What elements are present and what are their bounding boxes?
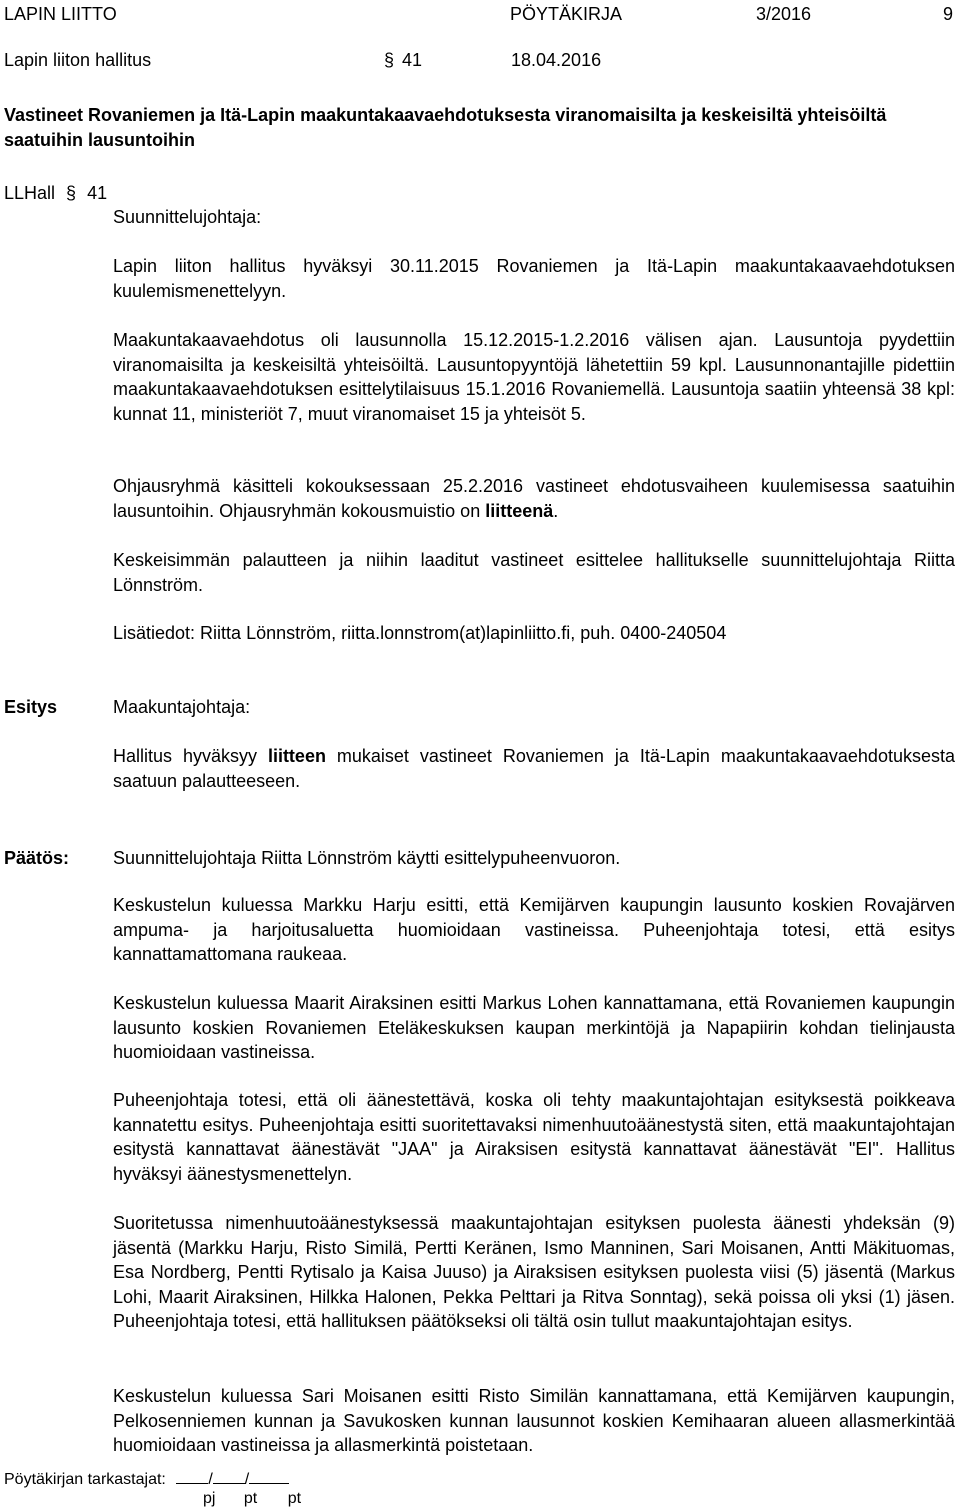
proposal-attachment-reference: liitteen — [267, 746, 326, 766]
paragraph-contact-info: Lisätiedot: Riitta Lönnström, riitta.lonnstrom(at)lapinliitto.fi, puh. 0400-240504 — [113, 623, 727, 643]
steering-group-end: . — [553, 500, 559, 521]
signature-separator: / — [244, 1471, 250, 1488]
paragraph-steering-group — [113, 474, 955, 523]
paragraph-consultation: Maakuntakaavaehdotus oli lausunnolla 15.12.2015-1.2.2016 välisen ajan. Lausuntoja pyydettiin viranomaisilta ja keskeisiltä yhteisöiltä. Lausuntopyyntöjä lähetettiin 59 kpl. Lausunnonantajille pidettiin maakuntakaavaehdotuksen esittelytilaisuus 15.1.2016 Rovaniemellä. Lausuntoja saatiin yhteensä 38 kpl: kunnat 11, ministeriöt 7, muut viranomaiset 15 ja yhteisöt 5. — [113, 330, 955, 424]
section-number: 41 — [402, 50, 423, 70]
document-type: PÖYTÄKIRJA — [510, 4, 623, 24]
proposal-label: Esitys — [4, 697, 58, 717]
item-code: LLHall — [4, 183, 56, 203]
section-symbol: § — [384, 50, 395, 70]
page-number: 9 — [943, 4, 954, 24]
proposal-text — [113, 744, 955, 793]
item-section-symbol: § — [66, 183, 77, 203]
decision-paragraph: Keskustelun kuluessa Maarit Airaksinen esitti Markus Lohen kannattamana, että Rovaniemen kaupungin lausunto koskien Rovaniemen Eteläkeskuksen kaupan merkintöjä ja Napapiirin kohdan tielinjausta huomioidaan vastineissa. — [113, 993, 955, 1062]
proposal-text-end: mukaiset vastineet Rovaniemen ja Itä-Lapin maakuntakaavaehdotuksesta saatuun palautteeseen. — [113, 746, 955, 791]
proposal-presenter: Maakuntajohtaja: — [113, 697, 251, 717]
presenter-label: Suunnittelujohtaja: — [113, 207, 262, 227]
reviewers-label: Pöytäkirjan tarkastajat: — [4, 1471, 166, 1488]
steering-group-text: Ohjausryhmä käsitteli kokouksessaan 25.2.2016 vastineet ehdotusvaiheen kuulemisessa saatuihin lausuntoihin. Ohjausryhmän kokousmuistio on — [113, 476, 955, 521]
initials-reviewer-2: pt — [287, 1490, 302, 1507]
decision-paragraph: Puheenjohtaja totesi, että oli äänestettävä, koska oli tehty maakuntajohtajan esityksestä poikkeava kannatettu esitys. Puheenjohtaja esitti suoritettavaksi nimenhuutoäänestystä siten, että maakuntajohtajan esitystä kannattavat äänestävät "JAA" ja Airaksisen esitystä kannattavat äänestävät "EI". Hallitus hyväksyi äänestysmenettelyn. — [113, 1090, 955, 1184]
signature-line-reviewer-2 — [249, 1467, 289, 1484]
decision-label: Päätös: — [4, 848, 70, 868]
signature-line-chair — [176, 1467, 208, 1484]
paragraph-presentation: Keskeisimmän palautteen ja niihin laaditut vastineet esittelee hallitukselle suunnittelujohtaja Riitta Lönnström. — [113, 550, 955, 595]
initials-chair: pj — [203, 1490, 216, 1507]
decision-paragraph: Suunnittelujohtaja Riitta Lönnström käytti esittelypuheenvuoron. — [113, 848, 621, 868]
agenda-item-title: Vastineet Rovaniemen ja Itä-Lapin maakuntakaavaehdotuksesta viranomaisilta ja keskeisiltä yhteisöiltä saatuihin lausuntoihin — [4, 105, 887, 150]
paragraph-approval: Lapin liiton hallitus hyväksyi 30.11.2015 Rovaniemen ja Itä-Lapin maakuntakaavaehdotuksen kuulemismenettelyyn. — [113, 256, 955, 301]
proposal-text-start: Hallitus hyväksyy — [113, 746, 268, 766]
decision-paragraph: Keskustelun kuluessa Markku Harju esitti, että Kemijärven kaupungin lausunto koskien Rovajärven ampuma- ja harjoitusaluetta huomioidaan vastineissa. Puheenjohtaja totesi, että esitys kannattamattomana raukeaa. — [113, 895, 955, 964]
item-reference — [4, 181, 107, 206]
document-number: 3/2016 — [756, 4, 812, 24]
decision-paragraph: Suoritetussa nimenhuutoäänestyksessä maakuntajohtajan esityksen puolesta äänesti yhdeksän (9) jäsentä (Markku Harju, Risto Similä, Pertti Keränen, Ismo Manninen, Sari Moisanen, Antti Mäkituomas, Esa Nordberg, Pentti Rytisalo ja Kaisa Juuso) ja Airaksisen esityksen puolesta viisi (5) jäsentä (Markus Lohi, Maarit Airaksinen, Hilkka Halonen, Pekka Pelttari ja Ritva Sonntag), sekä poissa oli yksi (1) jäsen. Puheenjohtaja totesi, että hallituksen päätökseksi oli tältä osin tullut maakuntajohtajan esitys. — [113, 1213, 955, 1331]
attachment-reference: liitteenä — [485, 500, 554, 521]
reviewer-initials — [203, 1489, 301, 1509]
item-number: 41 — [87, 183, 108, 203]
signature-line-reviewer-1 — [213, 1467, 245, 1484]
board-name: Lapin liiton hallitus — [4, 50, 152, 70]
decision-paragraph: Keskustelun kuluessa Sari Moisanen esitti Risto Similän kannattamana, että Kemijärven kaupungin, Pelkosenniemen kunnan ja Savukosken kunnan lausunnot koskien Kemihaaran alueen allasmerkintää huomioidaan vastineissa ja allasmerkintä poistetaan. — [113, 1386, 955, 1455]
organization-name: LAPIN LIITTO — [4, 4, 117, 24]
meeting-date: 18.04.2016 — [511, 50, 602, 70]
reviewers-row — [4, 1467, 289, 1490]
initials-reviewer-1: pt — [243, 1490, 258, 1507]
signature-separator: / — [208, 1471, 213, 1488]
